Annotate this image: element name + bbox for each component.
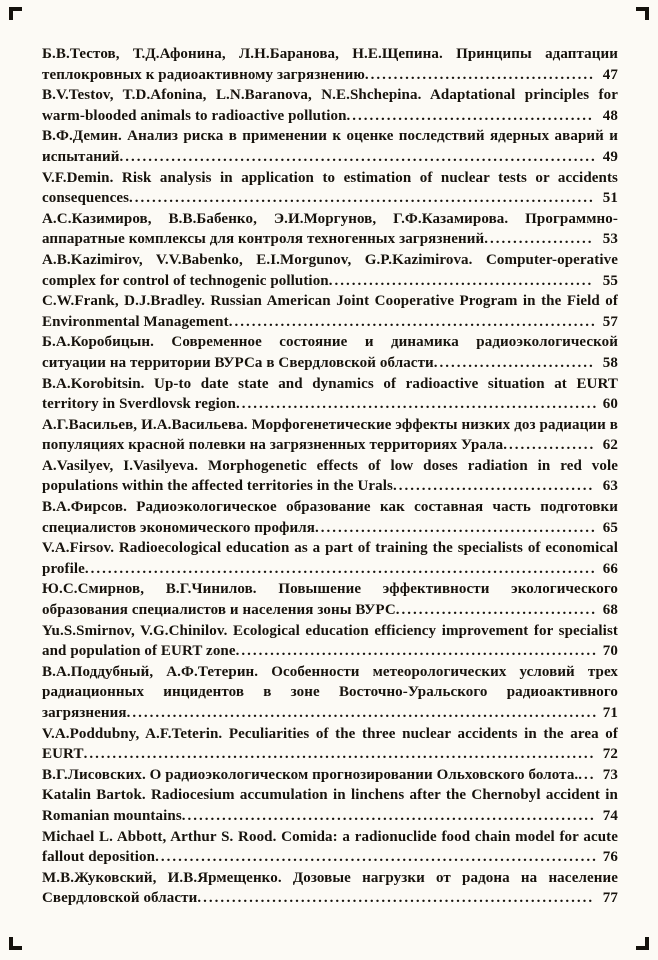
entry-page-number: 58 [602,354,618,371]
toc-entry [42,662,618,724]
entry-text: А.С.Казимиров, В.В.Бабенко, Э.И.Моргунов, Г.Ф.Казамирова. Программно-аппаратные комплексы для контроля техногенных загрязнений [42,210,618,248]
entry-text: В.А.Фирсов. Радиоэкологическое образование как составная часть подготовки специалистов экономического профиля [42,499,618,536]
toc-entry [42,827,618,868]
toc-entry [42,126,618,167]
toc-entry [42,291,618,332]
entry-text: B.A.Korobitsin. Up-to date state and dynamics of radioactive situation at EURT territory in Sverdlovsk region [42,375,618,413]
table-of-contents [42,44,618,909]
entry-text: V.F.Demin. Risk analysis in application to estimation of nuclear tests or accidents consequences [42,169,618,207]
dot-leader: ..................................................................... [197,890,595,907]
toc-entry [42,868,618,909]
entry-text: Ю.С.Смирнов, В.Г.Чинилов. Повышение эффективности экологического образования специалистов и населения зоны ВУРС [42,581,618,619]
dot-leader: ................................... [392,478,595,495]
dot-leader: ......................................................................................... [83,746,596,763]
toc-entry [42,456,618,497]
entry-page-number: 57 [602,313,618,330]
toc-entry [42,579,618,620]
entry-text: B.V.Testov, T.D.Afonina, L.N.Baranova, N.E.Shchepina. Adaptational principles for warm-blooded animals to radioactive pollution [42,87,618,124]
dot-leader: ................................................................................. [129,190,595,207]
dot-leader: ........................................................................ [181,807,596,824]
dot-leader: ................... [484,231,594,248]
dot-leader: ............................ [433,354,595,371]
entry-page-number: 73 [602,766,618,783]
entry-page-number: 49 [602,148,618,165]
toc-entry [42,538,618,579]
entry-text: Katalin Bartok. Radiocesium accumulation in linchens after the Chernobyl accident in Romanian mountains [42,787,618,824]
toc-entry [42,374,618,415]
dot-leader: ......................................................................................... [84,560,597,577]
dot-leader: ................................................. [315,519,597,536]
entry-text: V.A.Poddubny, A.F.Teterin. Peculiarities of the three nuclear accidents in the area of EURT [42,725,618,763]
entry-page-number: 47 [602,66,618,83]
toc-entry [42,250,618,291]
entry-text: A.B.Kazimirov, V.V.Babenko, E.I.Morgunov, G.P.Kazimirova. Computer-operative complex for control of technogenic pollution [42,251,618,289]
dot-leader: ............................................................... [235,643,598,660]
toc-entry [42,332,618,373]
entry-page-number: 68 [602,602,618,619]
corner-crop-mark-top-right-icon [636,7,649,20]
toc-entry [42,168,618,209]
corner-crop-mark-bottom-right-icon [636,937,649,950]
toc-entry [42,415,618,456]
entry-text: Б.А.Коробицын. Современное состояние и динамика радиоэкологической ситуации на территории ВУРСа в Свердловской области [42,334,618,371]
toc-entry [42,44,618,85]
toc-entry [42,765,618,786]
entry-page-number: 77 [602,890,618,907]
toc-entry [42,785,618,826]
dot-leader: ................ [503,437,596,454]
entry-text: Yu.S.Smirnov, V.G.Chinilov. Ecological education efficiency improvement for specialist and population of EURT zone [42,622,618,660]
entry-page-number: 66 [602,560,618,577]
entry-page-number: 55 [602,272,618,289]
corner-crop-mark-bottom-left-icon [9,937,22,950]
dot-leader: ............................................................................. [155,849,598,866]
entry-page-number: 48 [602,107,618,124]
dot-leader: ................................................................................... [119,148,597,165]
entry-page-number: 70 [602,643,618,660]
entry-page-number: 65 [602,519,618,536]
entry-text: V.A.Firsov. Radioecological education as a part of training the specialists of economical profile [42,540,618,577]
toc-entry [42,209,618,250]
dot-leader: ............................................................... [235,396,599,413]
entry-text: В.Г.Лисовских. О радиоэкологическом прогнозировании Ольховского болота. [42,766,579,783]
dot-leader: ................................................................ [228,313,597,330]
toc-entry [42,621,618,662]
entry-text: A.Vasilyev, I.Vasilyeva. Morphogenetic effects of low doses radiation in red vole populations within the affected territories in the Urals [42,457,618,495]
entry-text: В.Ф.Демин. Анализ риска в применении к оценке последствий ядерных аварий и испытаний [42,128,618,165]
dot-leader: .................................................................................. [126,705,599,721]
entry-page-number: 63 [602,478,618,495]
toc-entry [42,497,618,538]
toc-entry [42,724,618,765]
entry-page-number: 53 [602,231,618,248]
entry-text: А.Г.Васильев, И.А.Васильева. Морфогенетические эффекты низких доз радиации в популяциях красной полевки на загрязненных территориях Урала [42,416,618,454]
entry-page-number: 62 [602,437,618,454]
entry-page-number: 72 [602,746,618,763]
entry-text: Б.В.Тестов, Т.Д.Афонина, Л.Н.Баранова, Н.Е.Щепина. Принципы адаптации теплокровных к радиоактивному загрязнению [42,46,618,83]
entry-text: М.В.Жуковский, И.В.Ярмещенко. Дозовые нагрузки от радона на население Свердловской области [42,869,618,907]
entry-page-number: 51 [602,190,618,207]
entry-page-number: 71 [602,705,618,721]
entry-page-number: 76 [602,849,618,866]
toc-entry [42,85,618,126]
entry-text: C.W.Frank, D.J.Bradley. Russian American Joint Cooperative Program in the Field of Environmental Management [42,293,618,330]
entry-page-number: 60 [602,396,618,413]
entry-page-number: 74 [602,807,618,824]
dot-leader: ... [578,766,596,783]
dot-leader: .............................................. [328,272,594,289]
corner-crop-mark-top-left-icon [9,7,22,20]
dot-leader: ........................................... [346,107,594,124]
dot-leader: ................................... [395,602,598,619]
dot-leader: ........................................ [364,66,595,83]
entry-text: В.А.Поддубный, А.Ф.Тетерин. Особенности метеорологических условий трех радиационных инцидентов в зоне Восточно-Уральского радиоактивного загрязнения [42,663,618,721]
entry-text: Michael L. Abbott, Arthur S. Rood. Comida: a radionuclide food chain model for acute fallout deposition [42,828,618,866]
